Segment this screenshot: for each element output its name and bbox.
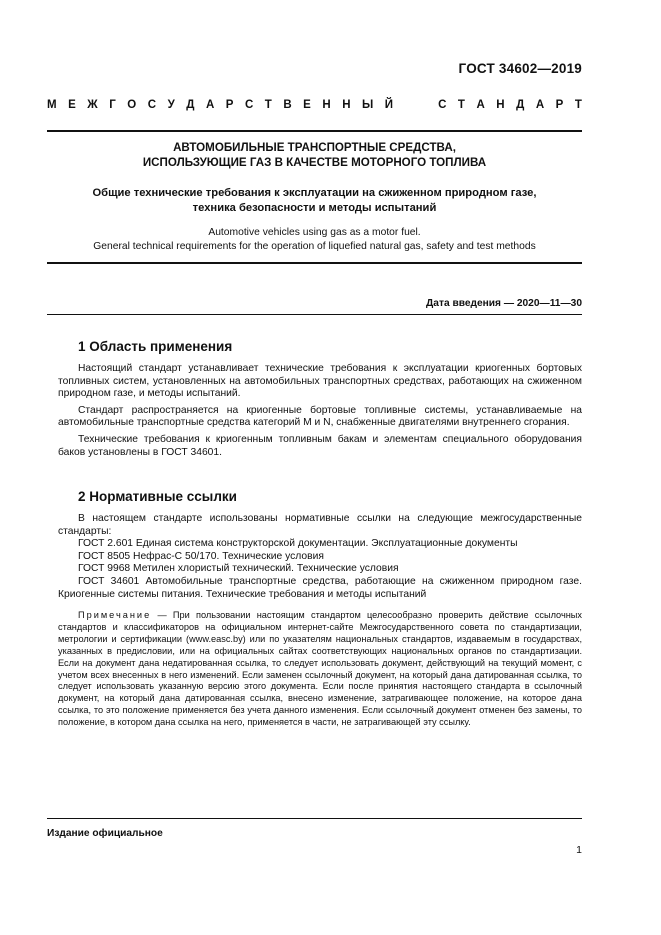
banner-letter: А	[476, 99, 485, 111]
banner-letter: Д	[516, 99, 525, 111]
paragraph: Настоящий стандарт устанавливает технические требования к эксплуатации криогенных бортовых топливных систем, установленных на автомобильных транспортных средствах, работающих на сжиженном природном газе, и методы испытаний.	[58, 363, 582, 400]
note-text: — При пользовании настоящим стандартом целесообразно проверить действие ссылочных стандартов и классификаторов на официальном интернет-сайте Межгосударственного совета по стандартизации, метрологии и сертификации (www.easc.by) или по указателям национальных стандартов, издаваемым в государствах, указанных в предисловии, или на официальных сайтах соответствующих национальных органов по стандартизации. Если на документ дана недатированная ссылка, то следует использовать документ, действующий на текущий момент, с учетом всех внесенных в него изменений. Если заменен ссылочный документ, на который дана датированная ссылка, то следует использовать указанную версию этого документа. Если после принятия настоящего стандарта в ссылочный документ, на который дана датированная ссылка, внесено изменение, затрагивающее положение, на которое дана ссылка, то это положение применяется без учета данного изменения. Если ссылочный документ отменен без замены, то положение, в котором дана ссылка на него, применяется в части, не затрагивающей эту ссылку.	[58, 610, 582, 728]
paragraph: Технические требования к криогенным топливным бакам и элементам специального оборудования баков установлены в ГОСТ 34601.	[58, 433, 582, 458]
banner-gap	[405, 99, 427, 111]
document-subtitle	[47, 186, 582, 216]
note-block	[58, 610, 582, 729]
banner-letter: Е	[303, 99, 311, 111]
document-title	[47, 140, 582, 170]
banner-letter: Ж	[87, 99, 98, 111]
reference-item: ГОСТ 34601 Автомобильные транспортные средства, работающие на сжиженном природном газе. Криогенные системы питания. Технические требования и методы испытаний	[58, 575, 582, 600]
banner-letter: Е	[68, 99, 76, 111]
reference-item: ГОСТ 9968 Метилен хлористый технический. Технические условия	[78, 563, 399, 575]
banner-letter: У	[167, 99, 175, 111]
banner-letter: О	[127, 99, 137, 111]
banner-letter: Н	[496, 99, 505, 111]
banner-letter: А	[205, 99, 215, 111]
note-label: Примечание	[78, 610, 152, 620]
section-1-heading: 1 Область применения	[78, 339, 233, 354]
banner-letter: Г	[109, 99, 116, 111]
english-title	[47, 226, 582, 253]
section-2-body	[58, 513, 582, 601]
banner-letter: Р	[555, 99, 564, 111]
official-edition-label: Издание официальное	[47, 828, 163, 839]
banner-letter: Н	[342, 99, 351, 111]
reference-item: ГОСТ 8505 Нефрас-С 50/170. Технические условия	[78, 550, 324, 562]
footer-divider	[47, 818, 582, 819]
paragraph: Стандарт распространяется на криогенные бортовые топливные системы, устанавливаемые на автомобильные транспортные средства категорий M и N, снабженные двигателями внутреннего сгорания.	[58, 404, 582, 429]
banner-letter: Т	[457, 99, 465, 111]
banner-letter: Й	[384, 99, 394, 111]
gost-code: ГОСТ 34602—2019	[458, 61, 582, 76]
subtitle-line: техника безопасности и методы испытаний	[192, 202, 437, 214]
date-divider	[47, 314, 582, 315]
section-2-heading: 2 Нормативные ссылки	[78, 489, 237, 504]
english-title-line: Automotive vehicles using gas as a motor fuel.	[208, 227, 421, 238]
interstate-standard-banner	[47, 99, 582, 111]
banner-letter: С	[438, 99, 447, 111]
reference-item: ГОСТ 2.601 Единая система конструкторской документации. Эксплуатационные документы	[78, 538, 518, 550]
title-line: ИСПОЛЬЗУЮЩИЕ ГАЗ В КАЧЕСТВЕ МОТОРНОГО ТОПЛИВА	[142, 156, 487, 169]
banner-letter: Т	[574, 99, 582, 111]
banner-letter: С	[147, 99, 157, 111]
banner-letter: М	[47, 99, 57, 111]
title-divider	[47, 262, 582, 264]
subtitle-line: Общие технические требования к эксплуатации на сжиженном природном газе,	[92, 187, 537, 199]
banner-letter: В	[283, 99, 292, 111]
paragraph: В настоящем стандарте использованы нормативные ссылки на следующие межгосударственные стандарты:	[58, 513, 582, 537]
page-number: 1	[576, 844, 582, 856]
banner-letter: С	[244, 99, 254, 111]
banner-letter: Р	[225, 99, 234, 111]
banner-letter: Н	[322, 99, 331, 111]
title-line: АВТОМОБИЛЬНЫЕ ТРАНСПОРТНЫЕ СРЕДСТВА,	[173, 141, 456, 154]
banner-letter: Т	[264, 99, 272, 111]
header-divider	[47, 130, 582, 132]
banner-letter: Ы	[362, 99, 374, 111]
banner-letter: А	[535, 99, 545, 111]
banner-letter: Д	[186, 99, 195, 111]
english-title-line: General technical requirements for the operation of liquefied natural gas, safety and test methods	[93, 240, 536, 252]
introduction-date: Дата введения — 2020—11—30	[426, 298, 582, 309]
section-1-body	[58, 363, 582, 459]
